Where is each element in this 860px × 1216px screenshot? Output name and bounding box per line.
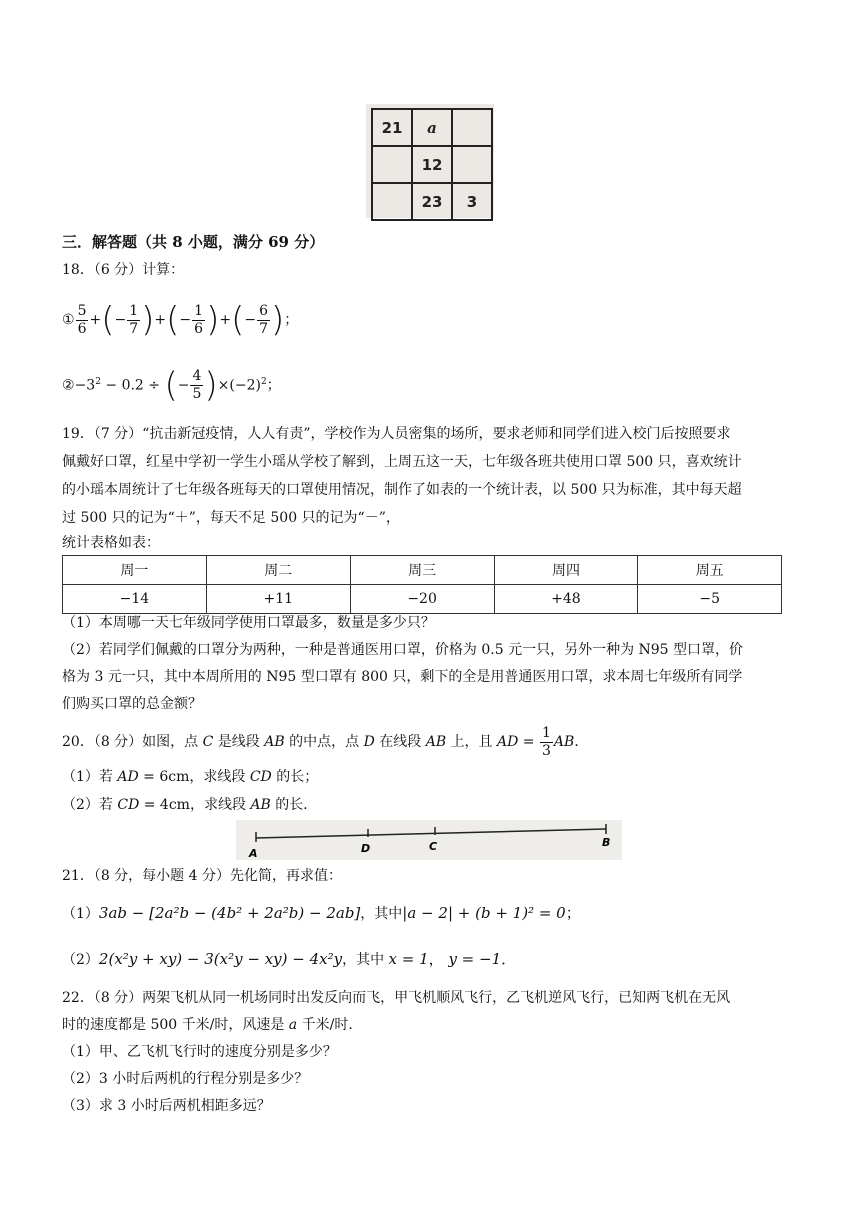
cell-r3c2: 23 (412, 183, 452, 220)
cell-r1c2: a (412, 109, 452, 146)
q19-line-1: 19．（7 分）“抗击新冠疫情，人人有责”，学校作为人员密集的场所，要求老师和同学们进入校门后按照要求 (62, 426, 731, 442)
magic-square-grid (371, 108, 493, 221)
table-row (63, 585, 782, 614)
fraction-5-6: $\frac{5}{6}$ (77, 302, 87, 337)
point-label-b: B (602, 836, 611, 849)
cell-r2c3 (452, 146, 492, 183)
q20-statement: 20．（8 分）如图，点 C 是线段 AB 的中点，点 D 在线段 AB 上，且 AD = $\frac{1}{3}$ AB． (62, 724, 589, 759)
line-segment-figure (236, 820, 622, 860)
table-cell: −5 (638, 585, 782, 614)
q22-line-2: 时的速度都是 500 千米/时，风速是 a 千米/时． (62, 1017, 363, 1033)
table-header: 周四 (494, 556, 638, 585)
q22-sub-2: （2）3 小时后两机的行程分别是多少？ (62, 1071, 309, 1087)
table-header: 周五 (638, 556, 782, 585)
q22-sub-3: （3）求 3 小时后两机相距多远？ (62, 1098, 271, 1114)
table-header: 周一 (63, 556, 207, 585)
fraction-1-6: $\frac{1}{6}$ (194, 302, 204, 337)
q21-sub-2: （2）2(x²y + xy) − 3(x²y − xy) − 4x²y，其中 x = 1， y = −1． (62, 950, 517, 968)
q19-line-3: 的小瑶本周统计了七年级各班每天的口罩使用情况，制作了如表的一个统计表，以 500 只为标准，其中每天超 (62, 482, 742, 498)
q19-sub-2-line-2: 格为 3 元一只，其中本周所用的 N95 型口罩有 800 只，剩下的全是用普通医用口罩，求本周七年级所有同学 (62, 669, 743, 685)
table-cell: +11 (206, 585, 350, 614)
q22-sub-1: （1）甲、乙飞机飞行时的速度分别是多少？ (62, 1044, 337, 1060)
circled-2: ② (62, 377, 75, 394)
segment-ab (256, 829, 606, 838)
cell-r3c1 (372, 183, 412, 220)
q20-sub-2: （2）若 CD = 4cm，求线段 AB 的长． (62, 797, 318, 813)
point-label-c: C (429, 840, 438, 853)
section-title: 三．解答题（共 8 小题，满分 69 分） (62, 233, 325, 251)
q18-expression-1: ① $\frac{5}{6}$ +(− $\frac{1}{7}$ )+(− $\frac{1}{6}$ )+(− $\frac{6}{7}$ )； (62, 300, 299, 340)
q19-sub-2-line-1: （2）若同学们佩戴的口罩分为两种，一种是普通医用口罩，价格为 0.5 元一只，另外一种为 N95 型口罩，价 (62, 642, 744, 658)
magic-square-figure (366, 104, 494, 218)
cell-r1c1: 21 (372, 109, 412, 146)
q20-sub-1: （1）若 AD = 6cm，求线段 CD 的长； (62, 769, 319, 785)
table-cell: +48 (494, 585, 638, 614)
cell-r2c1 (372, 146, 412, 183)
table-header-row (63, 556, 782, 585)
q22-line-1: 22．（8 分）两架飞机从同一机场同时出发反向而飞，甲飞机顺风飞行，乙飞机逆风飞行，已知两飞机在无风 (62, 990, 731, 1006)
mask-usage-table (62, 555, 782, 614)
cell-r2c2: 12 (412, 146, 452, 183)
fraction-4-5: $\frac{4}{5}$ (192, 368, 202, 403)
fraction-1-3: $\frac{1}{3}$ (542, 724, 551, 759)
q19-line-2: 佩戴好口罩，红星中学初一学生小瑶从学校了解到，上周五这一天，七年级各班共使用口罩 500 只，喜欢统计 (62, 454, 742, 470)
point-label-a: A (249, 847, 258, 860)
q19-line-5: 统计表格如表： (62, 535, 160, 551)
cell-r3c3: 3 (452, 183, 492, 220)
q21-condition-1: |a − 2| + (b + 1)² = 0 (402, 904, 566, 922)
q18-expression-2: $②-3^2 - 0.2$ ÷ (− $\frac{4}{5}$ )$\times(-2)^2$； (62, 365, 281, 406)
fraction-6-7: $\frac{6}{7}$ (259, 302, 268, 337)
fraction-1-7: $\frac{1}{7}$ (129, 302, 139, 337)
q18-heading: 18．（6 分）计算： (62, 262, 185, 278)
q19-line-4: 过 500 只的记为“＋”，每天不足 500 只的记为“－”， (62, 510, 400, 526)
table-cell: −20 (350, 585, 494, 614)
point-label-d: D (361, 842, 371, 855)
segment-diagram (236, 820, 622, 860)
q19-sub-1: （1）本周哪一天七年级同学使用口罩最多，数量是多少只？ (62, 615, 435, 631)
q21-expression-1: 3ab − [2a²b − (4b² + 2a²b) − 2ab] (98, 904, 361, 922)
q21-heading: 21．（8 分，每小题 4 分）先化简，再求值： (62, 868, 342, 884)
table-cell: −14 (63, 585, 207, 614)
table-header: 周三 (350, 556, 494, 585)
q21-sub-1: （1）3ab − [2a²b − (4b² + 2a²b) − 2ab]，其中|a − 2| + (b + 1)² = 0； (62, 904, 581, 922)
q21-expression-2: 2(x²y + xy) − 3(x²y − xy) − 4x²y (98, 950, 343, 968)
q19-sub-2-line-3: 们购买口罩的总金额？ (62, 696, 202, 712)
circled-1: ① (62, 312, 75, 328)
table-header: 周二 (206, 556, 350, 585)
cell-r1c3 (452, 109, 492, 146)
